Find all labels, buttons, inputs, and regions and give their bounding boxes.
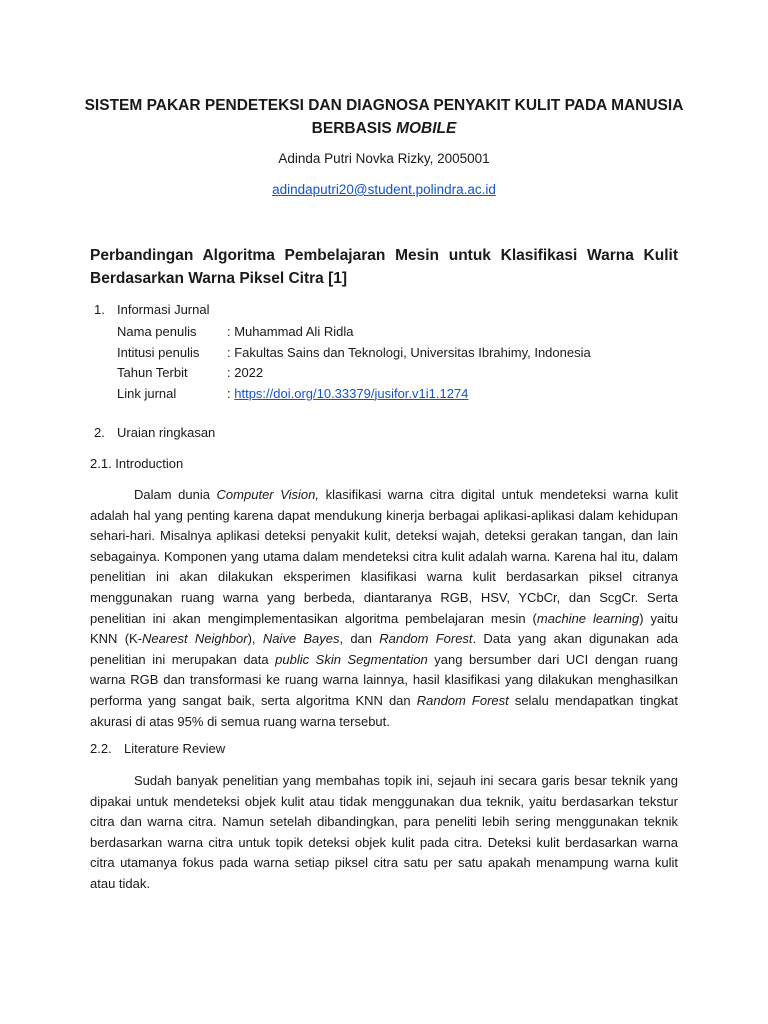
- intro-text: Dalam dunia: [134, 487, 217, 502]
- info-value: [227, 384, 468, 405]
- author-line: Adinda Putri Novka Rizky, 2005001: [278, 151, 490, 166]
- info-row-institution: [117, 343, 591, 364]
- intro-italic: public Skin Segmentation: [275, 651, 428, 667]
- introduction-paragraph: [90, 485, 678, 732]
- literature-review-text: Literature Review: [124, 741, 226, 756]
- section-2-text: Uraian ringkasan: [117, 425, 216, 440]
- literature-review-number: 2.2.: [90, 741, 112, 756]
- info-row-link: [117, 384, 591, 405]
- literature-review-paragraph: Sudah banyak penelitian yang membahas topik ini, sejauh ini secara garis besar teknik yang dipakai untuk mendeteksi objek kulit atau tidak menggunakan dua teknik, yaitu berdasarkan tekstur citra dan warna citra. Namun setelah dibandingkan, para peneliti lebih sering menggunakan teknik berdasarkan warna citra untuk topik deteksi objek kulit pada citra. Deteksi kulit berdasarkan warna citra utamanya fokus pada warna setiap piksel citra satu per satu apakah menampung warna kulit atau tidak.: [90, 773, 678, 891]
- email-link[interactable]: adindaputri20@student.polindra.ac.id: [272, 182, 496, 197]
- intro-italic: Naive Bayes: [262, 631, 340, 647]
- intro-text: ),: [247, 631, 263, 647]
- intro-italic: Random Forest: [416, 692, 509, 708]
- intro-italic: machine learning: [536, 610, 640, 626]
- info-heading-text: Informasi Jurnal: [117, 302, 210, 317]
- journal-link[interactable]: https://doi.org/10.33379/jusifor.v1i1.1274: [234, 385, 469, 401]
- intro-italic: Random Forest: [379, 631, 473, 647]
- info-label: Nama penulis: [117, 324, 197, 339]
- info-label: Link jurnal: [117, 385, 177, 401]
- literature-review-heading: [90, 741, 225, 756]
- intro-text: selalu mendapatkan tingkat akurasi di atas 95% di semua ruang warna tersebut.: [90, 692, 679, 729]
- info-value: : Muhammad Ali Ridla: [227, 324, 354, 339]
- intro-text: , dan: [339, 631, 380, 647]
- info-row-year: [117, 363, 591, 384]
- title-line-2-prefix: BERBASIS: [311, 120, 397, 137]
- info-value-prefix: :: [227, 385, 235, 401]
- info-heading: [94, 302, 209, 317]
- title-line-1: SISTEM PAKAR PENDETEKSI DAN DIAGNOSA PENYAKIT KULIT PADA MANUSIA: [84, 97, 684, 114]
- introduction-heading: 2.1. Introduction: [90, 456, 184, 471]
- info-value: : 2022: [227, 365, 264, 381]
- paper-title: Perbandingan Algoritma Pembelajaran Mesin untuk Klasifikasi Warna Kulit Berdasarkan Warna Piksel Citra [1]: [90, 247, 678, 287]
- intro-text: yang bersumber dari UCI dengan ruang warna RGB dan transformasi ke ruang warna lainnya, hasil klasifikasi yang dilakukan menghasilkan performa yang sangat baik, serta algoritma KNN dan: [90, 651, 678, 708]
- email-line: [0, 182, 768, 197]
- info-table: [117, 322, 591, 404]
- info-row-author: [117, 322, 591, 343]
- info-label: Intitusi penulis: [117, 344, 200, 360]
- intro-italic: Nearest Neighbor: [142, 631, 248, 647]
- intro-italic: Computer Vision,: [216, 487, 319, 502]
- section-2-number: 2.: [94, 425, 105, 440]
- info-label: Tahun Terbit: [117, 365, 188, 381]
- title-line-2-italic: MOBILE: [396, 120, 457, 137]
- intro-text: . Data yang akan digunakan ada penelitian ini merupakan data: [90, 631, 679, 667]
- document-title: [60, 94, 708, 140]
- section-2-heading: [94, 425, 215, 440]
- intro-text: klasifikasi warna citra digital untuk mendeteksi warna kulit adalah hal yang penting karena dapat mendukung kinerja berbagai aplikasi-aplikasi dalam kehidupan sehari-hari. Misalnya aplikasi deteksi penyakit kulit, deteksi wajah, deteksi gerakan tangan, dan lain sebagainya. Komponen yang utama dalam mendeteksi citra kulit adalah warna. Karena hal itu, dalam penelitian ini akan dilakukan eksperimen klasifikasi warna kulit berdasarkan piksel citranya menggunakan ruang warna yang berbeda, diantaranya RGB, HSV, YCbCr, dan ScgCr. Serta penelitian ini akan mengimplementasikan algoritma pembelajaran mesin (: [90, 487, 678, 626]
- info-value: : Fakultas Sains dan Teknologi, Universitas Ibrahimy, Indonesia: [227, 344, 591, 360]
- info-number: 1.: [94, 302, 105, 317]
- intro-text: ) yaitu KNN (K-: [90, 610, 678, 647]
